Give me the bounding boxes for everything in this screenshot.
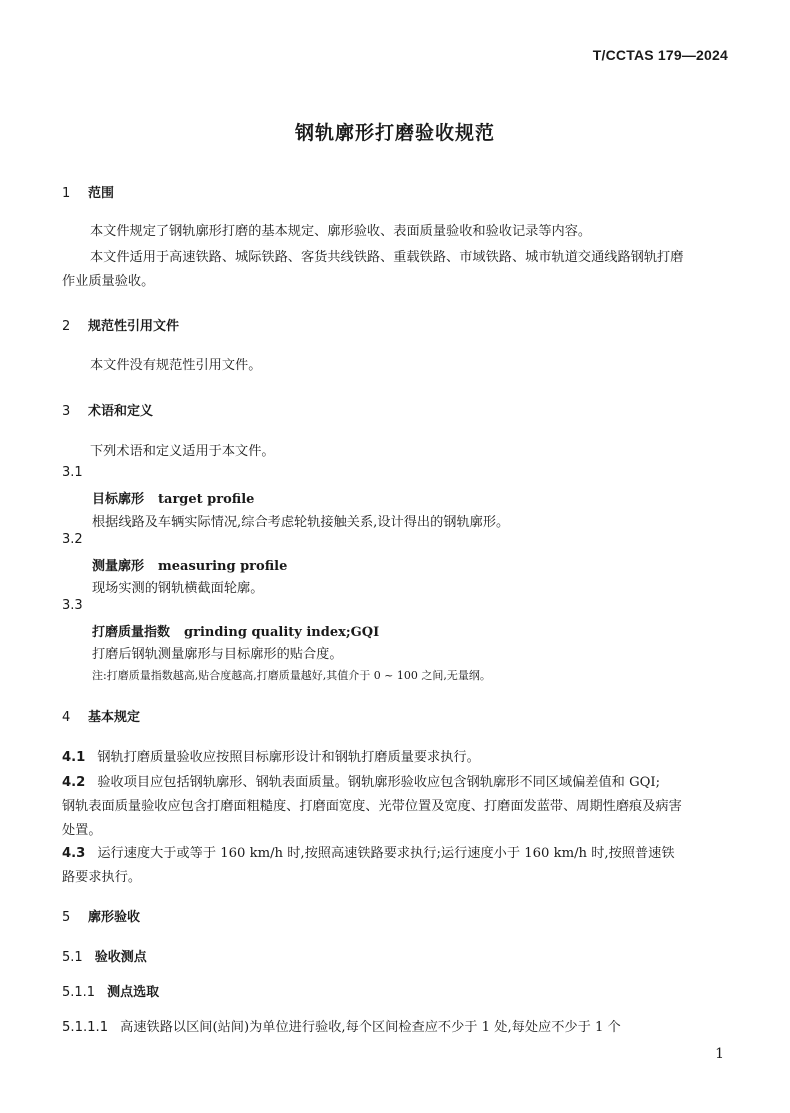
term-number: 3.1 [62, 465, 83, 480]
paragraph: 本文件适用于高速铁路、城际铁路、客货共线铁路、重载铁路、市域铁路、城市轨道交通线路钢轨打磨 [90, 250, 684, 265]
term-cn: 目标廓形 [92, 492, 145, 507]
standard-number: T/CCTAS 179—2024 [592, 47, 728, 63]
term-definition: 现场实测的钢轨横截面轮廓。 [92, 581, 264, 596]
note: 注:打磨质量指数越高,贴合度越高,打磨质量越好,其值介于 0 ~ 100 之间,无量纲。 [92, 669, 491, 682]
section-2-heading [62, 315, 179, 334]
term-definition: 打磨后钢轨测量廓形与目标廓形的贴合度。 [92, 647, 343, 662]
paragraph: 下列术语和定义适用于本文件。 [90, 444, 275, 459]
section-5-heading [62, 906, 140, 925]
section-number: 3 [62, 404, 71, 419]
term-entry [92, 488, 254, 507]
term-number: 3.3 [62, 598, 83, 613]
paragraph-continuation: 作业质量验收。 [62, 274, 155, 289]
section-number: 2 [62, 319, 71, 334]
subsection-title: 测点选取 [107, 985, 160, 1000]
clause-number: 4.3 [62, 846, 86, 861]
term-definition: 根据线路及车辆实际情况,综合考虑轮轨接触关系,设计得出的钢轨廓形。 [92, 515, 510, 530]
section-title: 规范性引用文件 [88, 319, 180, 334]
paragraph: 本文件规定了钢轨廓形打磨的基本规定、廓形验收、表面质量验收和验收记录等内容。 [90, 224, 592, 239]
clause-text-line: 路要求执行。 [62, 870, 142, 885]
section-title: 基本规定 [88, 710, 141, 725]
clause-text: 高速铁路以区间(站间)为单位进行验收,每个区间检查应不少于 1 处,每处应不少于 1 个 [120, 1020, 621, 1035]
term-en: measuring profile [158, 559, 288, 574]
term-en: target profile [158, 492, 255, 507]
section-4-heading [62, 706, 140, 725]
clause-text-line: 处置。 [62, 823, 102, 838]
clause-5-1-1-1 [62, 1016, 621, 1035]
section-number: 5 [62, 910, 71, 925]
subsection-5-1-heading [62, 946, 147, 965]
subsection-5-1-1-heading [62, 981, 159, 1000]
page-number: 1 [715, 1046, 724, 1062]
clause-number: 4.2 [62, 775, 86, 790]
subsection-title: 验收测点 [94, 950, 147, 965]
term-cn: 打磨质量指数 [92, 625, 171, 640]
clause-text-line: 钢轨表面质量验收应包含打磨面粗糙度、打磨面宽度、光带位置及宽度、打磨面发蓝带、周期性磨痕及病害 [62, 799, 682, 814]
clause-4-2 [62, 771, 660, 790]
document-title: 钢轨廓形打磨验收规范 [294, 122, 495, 144]
subsection-number: 5.1 [62, 950, 83, 965]
clause-text: 验收项目应包括钢轨廓形、钢轨表面质量。钢轨廓形验收应包含钢轨廓形不同区域偏差值和 GQI; [97, 775, 661, 790]
section-title: 廓形验收 [88, 910, 141, 925]
term-entry [92, 621, 379, 640]
section-title: 术语和定义 [88, 404, 154, 419]
term-number: 3.2 [62, 532, 83, 547]
clause-4-1 [62, 746, 480, 765]
clause-4-3 [62, 842, 675, 861]
section-title: 范围 [88, 186, 115, 201]
section-number: 4 [62, 710, 71, 725]
paragraph: 本文件没有规范性引用文件。 [90, 358, 262, 373]
term-cn: 测量廓形 [92, 559, 145, 574]
clause-text: 运行速度大于或等于 160 km/h 时,按照高速铁路要求执行;运行速度小于 160 km/h 时,按照普速铁 [97, 846, 675, 861]
subsection-number: 5.1.1 [62, 985, 96, 1000]
clause-number: 4.1 [62, 750, 86, 765]
clause-number: 5.1.1.1 [62, 1020, 109, 1035]
clause-text: 钢轨打磨质量验收应按照目标廓形设计和钢轨打磨质量要求执行。 [97, 750, 480, 765]
section-3-heading [62, 400, 153, 419]
term-en: grinding quality index;GQI [184, 625, 380, 640]
section-1-heading [62, 182, 114, 201]
section-number: 1 [62, 186, 71, 201]
term-entry [92, 555, 287, 574]
